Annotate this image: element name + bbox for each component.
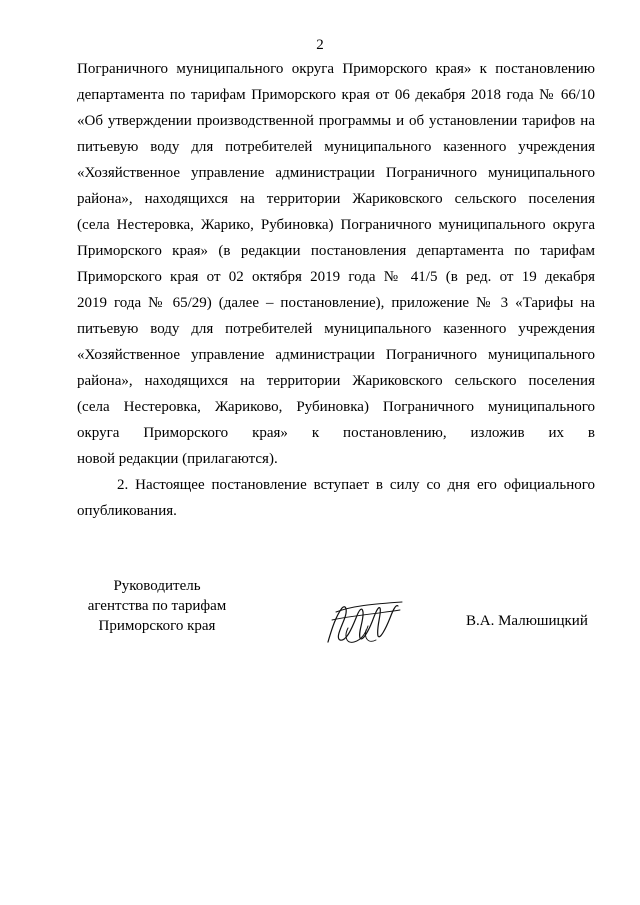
paragraph-1-line: Приморского края» (в редакции постановления департамента по тарифам xyxy=(77,243,595,259)
paragraph-1-line: питьевую воду для потребителей муниципального казенного учреждения xyxy=(77,139,595,155)
paragraph-1-line: 2019 года № 65/29) (далее – постановление), приложение № 3 «Тарифы на xyxy=(77,295,595,311)
document-body xyxy=(77,56,595,524)
signer-position-line: агентства по тарифам xyxy=(87,598,227,614)
paragraph-2-line: 2. Настоящее постановление вступает в силу со дня его официального xyxy=(117,477,595,493)
paragraph-1-line: «Хозяйственное управление администрации Пограничного муниципального xyxy=(77,165,595,181)
paragraph-1-line: питьевую воду для потребителей муниципального казенного учреждения xyxy=(77,321,595,337)
signer-position-line: Приморского края xyxy=(98,618,216,634)
paragraph-1-line: новой редакции (прилагаются). xyxy=(77,451,278,467)
signer-name: В.А. Малюшицкий xyxy=(466,613,588,629)
paragraph-1-line: «Хозяйственное управление администрации Пограничного муниципального xyxy=(77,347,595,363)
paragraph-1-line: района», находящихся на территории Жариковского сельского поселения xyxy=(77,373,595,389)
paragraph-2-line: опубликования. xyxy=(77,503,177,519)
paragraph-1-line: департамента по тарифам Приморского края от 06 декабря 2018 года № 66/10 xyxy=(77,87,595,103)
signer-position xyxy=(77,576,237,636)
paragraph-1-line: (села Нестеровка, Жариково, Рубиновка) Пограничного муниципального xyxy=(77,399,595,415)
paragraph-1-line: Приморского края от 02 октября 2019 года № 41/5 (в ред. от 19 декабря xyxy=(77,269,595,285)
paragraph-1-line: «Об утверждении производственной программы и об установлении тарифов на xyxy=(77,113,595,129)
paragraph-1-line: района», находящихся на территории Жариковского сельского поселения xyxy=(77,191,595,207)
handwritten-signature xyxy=(322,598,408,648)
paragraph-1-line: округа Приморского края» к постановлению, изложив их в xyxy=(77,425,595,441)
signer-position-line: Руководитель xyxy=(113,578,201,594)
page-number: 2 xyxy=(316,37,324,53)
paragraph-1-line: (села Нестеровка, Жарико, Рубиновка) Пограничного муниципального округа xyxy=(77,217,595,233)
paragraph-1-line: Пограничного муниципального округа Приморского края» к постановлению xyxy=(77,61,595,77)
